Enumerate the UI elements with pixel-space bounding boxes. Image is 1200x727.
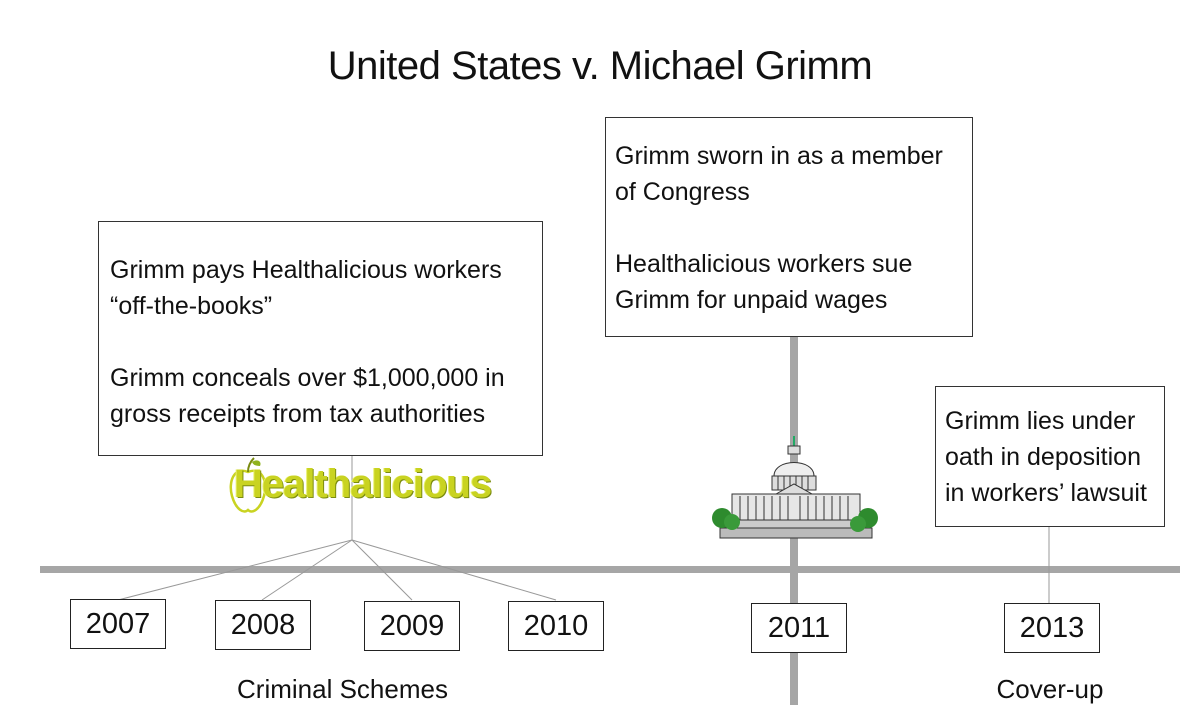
congress-text-2: of Congress	[615, 178, 750, 206]
caption-criminal-schemes: Criminal Schemes	[237, 674, 448, 704]
caption-cover-up: Cover-up	[996, 674, 1104, 704]
schemes-text-4: gross receipts from tax authorities	[110, 400, 486, 428]
capitol-building-icon	[712, 436, 880, 546]
page-title: United States v. Michael Grimm	[327, 44, 873, 88]
logo-text: Healthalicious	[234, 462, 492, 506]
year-label-2011: 2011	[751, 603, 847, 653]
year-label-2007: 2007	[70, 599, 166, 649]
year-label-2013: 2013	[1004, 603, 1100, 653]
schemes-text-2: “off-the-books”	[110, 292, 273, 320]
year-label-2010: 2010	[508, 601, 604, 651]
congress-event-box	[605, 117, 973, 337]
coverup-text-2: oath in deposition	[945, 443, 1141, 471]
year-label-2009: 2009	[364, 601, 460, 651]
schemes-text-1: Grimm pays Healthalicious workers	[110, 256, 502, 284]
schemes-text-3: Grimm conceals over $1,000,000 in	[110, 364, 505, 392]
healthalicious-logo	[228, 462, 492, 507]
schemes-event-box	[98, 221, 543, 456]
coverup-text-1: Grimm lies under	[945, 407, 1136, 435]
coverup-event-box	[935, 386, 1165, 527]
congress-text-1: Grimm sworn in as a member	[615, 142, 943, 170]
congress-text-4: Grimm for unpaid wages	[615, 286, 888, 314]
congress-text-3: Healthalicious workers sue	[615, 250, 913, 278]
coverup-text-3: in workers’ lawsuit	[945, 479, 1147, 507]
year-label-2008: 2008	[215, 600, 311, 650]
timeline-axis	[40, 566, 1180, 573]
